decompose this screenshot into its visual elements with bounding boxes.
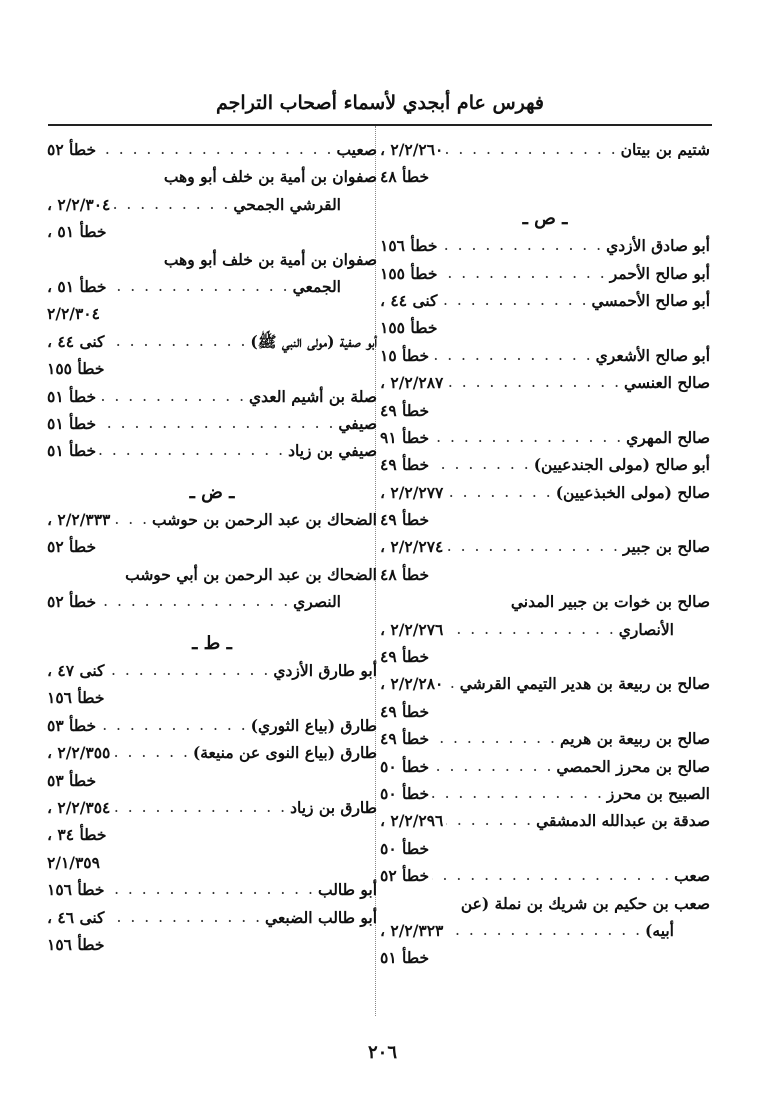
entry-reference: ٢/٢/٢٩٦ ، [380, 811, 444, 831]
entry-reference: كنى ٤٧ ، [47, 661, 105, 681]
entry-name: القرشي الجمحي [233, 194, 341, 214]
leader-dots [432, 725, 557, 752]
entry-reference: خطأ ٤٨ [380, 167, 430, 187]
index-entry [380, 163, 710, 190]
leader-dots [107, 904, 262, 931]
entry-reference: ٢/٢/٢٧٤ ، [380, 537, 444, 557]
entry-reference: ٢/٢/٣٥٥ ، [47, 743, 111, 763]
leader-dots [99, 712, 248, 739]
entry-reference: خطأ ٤٩ [380, 400, 430, 420]
entry-name: صعب [674, 866, 710, 886]
entry-reference: خطأ ١٥٦ [47, 688, 105, 708]
index-entry [47, 794, 377, 821]
entry-reference: خطأ ٥٠ [380, 783, 430, 803]
entry-reference: خطأ ٤٩ [380, 729, 430, 749]
entry-reference: خطأ ٥١ [47, 386, 97, 406]
entry-reference: ٢/٢/٢٧٧ ، [380, 482, 444, 502]
index-entry [380, 397, 710, 424]
entry-name: أبو صادق الأزدي [606, 236, 710, 256]
leader-dots [432, 424, 623, 451]
entry-reference: ٢/٢/٢٨٧ ، [380, 373, 444, 393]
index-entry [47, 739, 377, 766]
index-entry [380, 533, 710, 560]
entry-reference: خطأ ٥٠ [380, 838, 430, 858]
entry-name: أبو صالح الأحمسي [591, 290, 710, 310]
leader-dots [113, 191, 230, 218]
leader-dots [446, 670, 456, 697]
index-entry [47, 588, 377, 615]
entry-name: أبو صالح الأشعري [595, 345, 710, 365]
index-entry [47, 163, 377, 190]
page-number: ٢٠٦ [367, 1042, 397, 1063]
entry-name: صالح بن جبير [622, 537, 710, 557]
entry-reference: ٢/١/٣٥٩ [47, 852, 100, 872]
spacer [47, 465, 377, 479]
entry-name: الأنصاري [618, 619, 674, 639]
letter-heading-text: ـ ص ـ [522, 207, 568, 229]
entry-reference: خطأ ٣٤ ، [47, 825, 107, 845]
entry-reference: كنى ٤٤ ، [47, 331, 105, 351]
leader-dots [440, 287, 588, 314]
entry-reference: خطأ ٥١ ، [47, 276, 107, 296]
entry-name: النصري [293, 592, 341, 612]
entry-name: أبو طارق الأزدي [273, 661, 377, 681]
index-entry [47, 191, 377, 218]
spacer [47, 616, 377, 630]
index-entry [47, 561, 377, 588]
index-entry [380, 616, 710, 643]
index-entry [380, 643, 710, 670]
entry-name: صالح (مولى الخبذعيين) [555, 482, 710, 502]
entry-reference: خطأ ١٥٥ [47, 359, 105, 379]
right-column [380, 136, 710, 972]
entry-reference: خطأ ١٥٥ [380, 263, 438, 283]
letter-heading [47, 630, 377, 657]
index-entry [47, 300, 377, 327]
entry-name: الجمعي [292, 276, 341, 296]
index-entry [380, 342, 710, 369]
index-entry [380, 232, 710, 259]
entry-reference: خطأ ٤٩ [380, 701, 430, 721]
index-entry [380, 862, 710, 889]
index-entry [380, 136, 710, 163]
index-entry [47, 328, 377, 355]
entry-reference: خطأ ٩١ [380, 427, 430, 447]
leader-dots [432, 780, 604, 807]
index-entry [47, 273, 377, 300]
leader-dots [432, 862, 671, 889]
leader-dots [107, 328, 247, 355]
entry-name: صيفي [338, 413, 377, 433]
index-entry [47, 506, 377, 533]
leader-dots [446, 533, 620, 560]
leader-dots [446, 369, 621, 396]
index-entry [47, 218, 377, 245]
index-entry [47, 849, 377, 876]
leader-dots [432, 451, 531, 478]
entry-name: صفوان بن أمية بن خلف أبو وهب [163, 249, 377, 269]
entry-reference: خطأ ٥١ [380, 948, 430, 968]
leader-dots [432, 753, 553, 780]
entry-name: أبو صالح (مولى الجندعيين) [533, 455, 710, 475]
leader-dots [99, 588, 290, 615]
index-entry [380, 917, 710, 944]
entry-reference: ٢/٢/٢٦٠ ، [380, 140, 444, 159]
index-entry [47, 410, 377, 437]
entry-reference: ٢/٢/٣٠٤ ، [47, 194, 111, 214]
index-entry [47, 657, 377, 684]
letter-heading [47, 479, 377, 506]
index-entry [380, 753, 710, 780]
leader-dots [432, 342, 593, 369]
index-entry [380, 698, 710, 725]
index-entry [380, 807, 710, 834]
entry-name: طارق (بياع النوى عن منيعة) [192, 743, 377, 763]
entry-name: طارق بن زياد [290, 797, 377, 817]
header-rule [48, 124, 712, 126]
leader-dots [440, 260, 606, 287]
entry-reference: ٢/٢/٣٣٣ ، [47, 510, 111, 530]
page-header: فهرس عام أبجدي لأسماء أصحاب التراجم [216, 92, 544, 114]
index-entry [47, 767, 377, 794]
entry-name: أبو طالب الضبعي [265, 907, 377, 927]
entry-reference: خطأ ٥١ ، [47, 222, 107, 242]
entry-name: صالح بن محرز الحمصي [556, 756, 710, 776]
entry-reference: كنى ٤٤ ، [380, 290, 438, 310]
entry-name: الضحاك بن عبد الرحمن بن أبي حوشب [125, 564, 377, 584]
leader-dots [113, 794, 287, 821]
leader-dots [440, 232, 603, 259]
entry-reference: خطأ ٤٩ [380, 455, 430, 475]
entry-reference: ٢/٢/٢٨٠ ، [380, 674, 444, 694]
index-entry [47, 355, 377, 382]
leader-dots [113, 506, 149, 533]
index-entry [380, 260, 710, 287]
entry-name: أبو صفية (مولى النبي ﷺ) [250, 331, 377, 351]
leader-dots [446, 807, 533, 834]
index-entry [380, 561, 710, 588]
entry-name: صالح بن ربيعة بن هدير التيمي القرشي [459, 674, 710, 694]
index-entry [47, 437, 377, 464]
entry-name: صدقة بن عبدالله الدمشقي [536, 811, 710, 831]
entry-reference: خطأ ٥٢ [47, 140, 97, 159]
entry-reference: كنى ٤٦ ، [47, 907, 105, 927]
entry-name: صالح العنسي [624, 373, 710, 393]
entry-name: صالح بن خوات بن جبير المدني [510, 592, 710, 612]
leader-dots [107, 657, 270, 684]
entry-name: صالح المهري [626, 427, 710, 447]
index-entry [47, 712, 377, 739]
entry-reference: خطأ ١٥٦ [47, 880, 105, 900]
leader-dots [446, 616, 615, 643]
entry-reference: ٢/٢/٣٥٤ ، [47, 797, 111, 817]
entry-name: الصبيح بن محرز [606, 783, 710, 803]
entry-reference: خطأ ١٥٥ [380, 318, 438, 338]
index-entry [47, 383, 377, 410]
leader-dots [113, 739, 190, 766]
index-entry [47, 684, 377, 711]
index-entry [380, 424, 710, 451]
leader-dots [99, 136, 333, 163]
leader-dots [107, 876, 315, 903]
letter-heading-text: ـ ط ـ [192, 632, 232, 654]
entry-reference: خطأ ٥١ [47, 413, 97, 433]
entry-reference: خطأ ٥٢ [380, 866, 430, 886]
index-entry [380, 835, 710, 862]
entry-name: صلة بن أشيم العدي [249, 386, 377, 406]
index-entry [47, 821, 377, 848]
index-entry [380, 506, 710, 533]
index-entry [47, 136, 377, 163]
leader-dots [99, 410, 335, 437]
left-column [47, 136, 377, 958]
leader-dots [446, 136, 617, 163]
index-entry [380, 314, 710, 341]
entry-reference: ٢/٢/٣٢٣ ، [380, 920, 444, 940]
entry-name: أبيه) [645, 920, 674, 940]
entry-reference: خطأ ٥١ [47, 441, 97, 461]
entry-name: أبو صالح الأحمر [609, 263, 710, 283]
entry-name: صيفي بن زياد [288, 441, 377, 461]
leader-dots [99, 383, 246, 410]
index-entry [47, 876, 377, 903]
entry-name: صعيب [336, 140, 377, 159]
entry-reference: خطأ ٥٣ [47, 715, 97, 735]
entry-reference: خطأ ٥٣ [47, 770, 97, 790]
leader-dots [446, 479, 552, 506]
entry-reference: ٢/٢/٢٧٦ ، [380, 619, 444, 639]
entry-name: أبو طالب [317, 880, 377, 900]
index-entry [380, 890, 710, 917]
index-entry [47, 931, 377, 958]
index-entry [380, 588, 710, 615]
index-entry [380, 451, 710, 478]
entry-name: طارق (بياع الثوري) [250, 715, 377, 735]
letter-heading-text: ـ ض ـ [189, 481, 235, 503]
entry-reference: خطأ ٤٨ [380, 564, 430, 584]
entry-reference: خطأ ١٥ [380, 345, 430, 365]
leader-dots [446, 917, 642, 944]
leader-dots [99, 437, 285, 464]
entry-name: صعب بن حكيم بن شريك بن نملة (عن [460, 893, 710, 913]
index-entry [380, 369, 710, 396]
spacer [380, 191, 710, 205]
entry-reference: خطأ ١٥٦ [380, 236, 438, 256]
index-entry [47, 904, 377, 931]
entry-reference: ٢/٢/٣٠٤ [47, 304, 100, 324]
index-entry [47, 533, 377, 560]
index-entry [380, 479, 710, 506]
index-entry [380, 670, 710, 697]
entry-name: صفوان بن أمية بن خلف أبو وهب [163, 167, 377, 187]
leader-dots [109, 273, 289, 300]
index-entry [380, 287, 710, 314]
index-entry [47, 246, 377, 273]
index-entry [380, 725, 710, 752]
entry-reference: خطأ ٥٠ [380, 756, 430, 776]
entry-reference: خطأ ٥٢ [47, 537, 97, 557]
entry-name: الضحاك بن عبد الرحمن بن حوشب [152, 510, 377, 530]
letter-heading [380, 205, 710, 232]
index-entry [380, 944, 710, 971]
entry-name: شتيم بن بيتان [620, 140, 710, 159]
entry-reference: خطأ ٤٩ [380, 510, 430, 530]
entry-reference: خطأ ١٥٦ [47, 934, 105, 954]
index-entry [380, 780, 710, 807]
entry-reference: خطأ ٥٢ [47, 592, 97, 612]
entry-name: صالح بن ربيعة بن هريم [559, 729, 710, 749]
entry-reference: خطأ ٤٩ [380, 647, 430, 667]
